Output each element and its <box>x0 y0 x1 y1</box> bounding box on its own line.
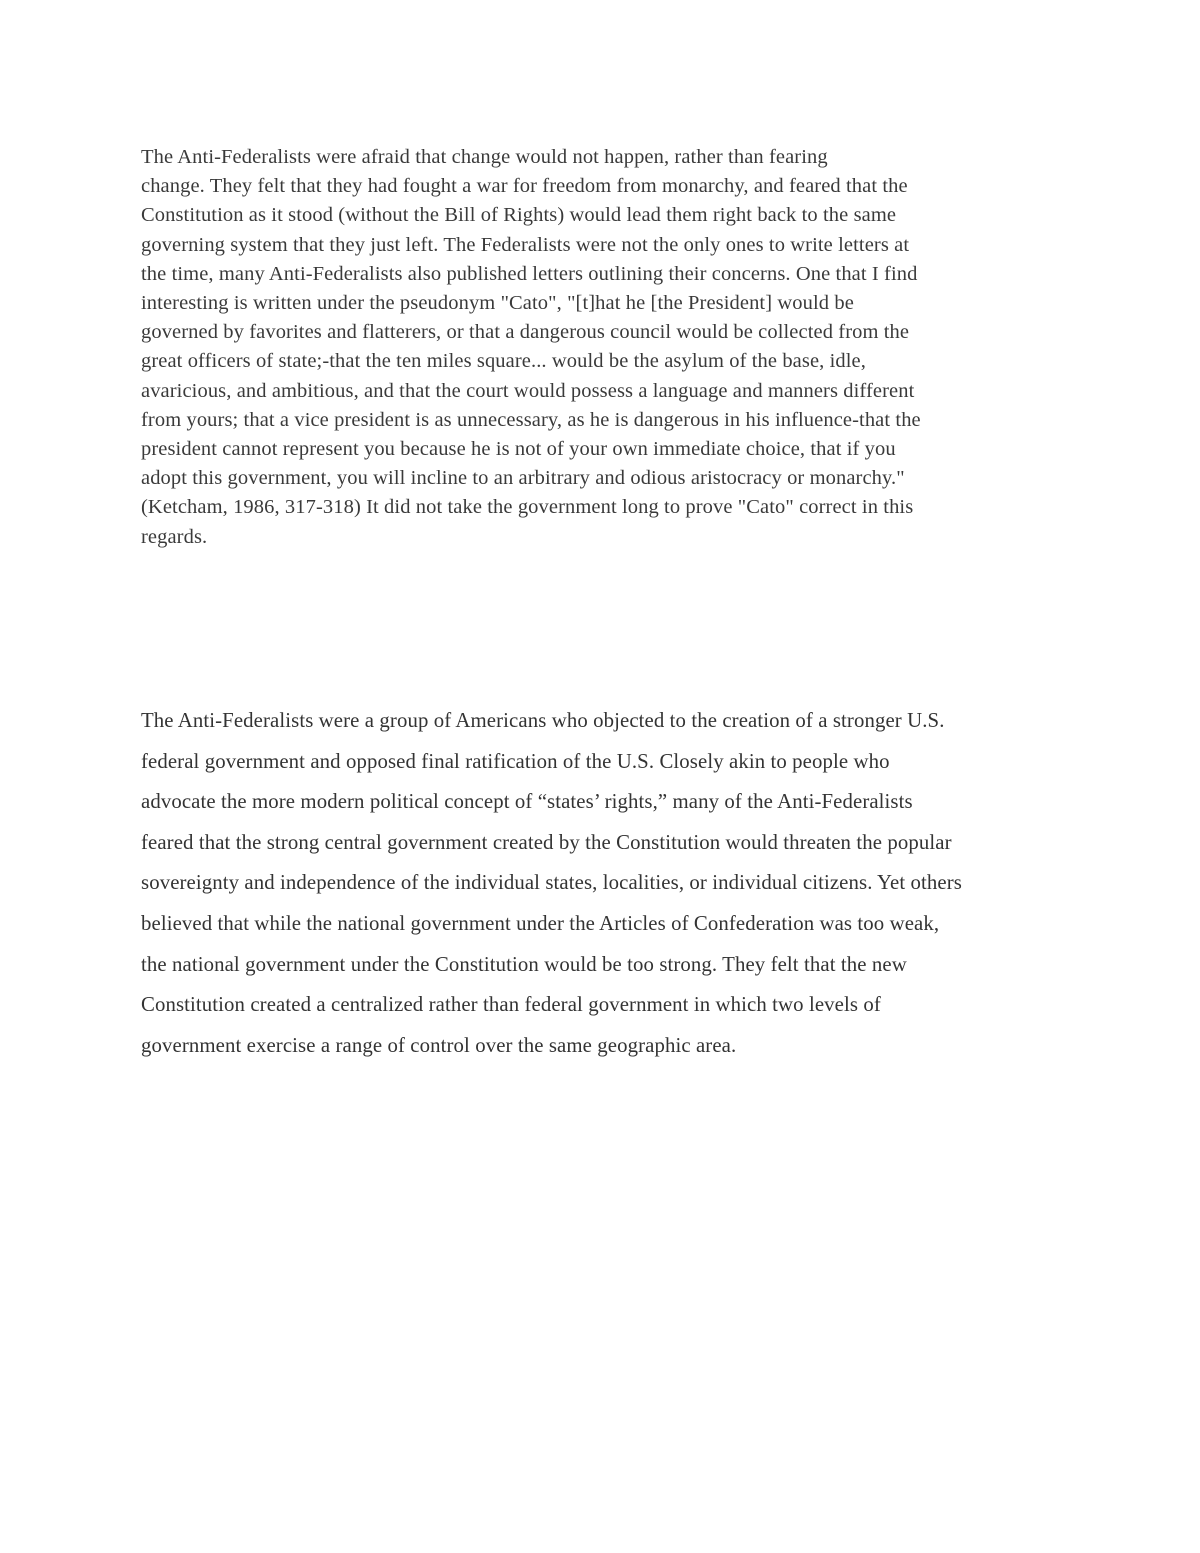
text-line: the national government under the Constitution would be too strong. They felt that the new <box>141 952 907 976</box>
text-line: The Anti-Federalists were a group of Americans who objected to the creation of a stronger U.S. <box>141 709 945 732</box>
text-line: The Anti-Federalists were afraid that change would not happen, rather than fearing <box>141 146 828 168</box>
text-line: advocate the more modern political concept of “states’ rights,” many of the Anti-Federalists <box>141 790 913 814</box>
text-line: governed by favorites and flatterers, or that a dangerous council would be collected from the <box>141 321 910 344</box>
text-line: federal government and opposed final ratification of the U.S. Closely akin to people who <box>141 749 890 773</box>
text-line: government exercise a range of control over the same geographic area. <box>141 1033 737 1057</box>
text-line: change. They felt that they had fought a war for freedom from monarchy, and feared that the <box>141 175 908 198</box>
text-line: believed that while the national government under the Articles of Confederation was too weak, <box>141 911 940 935</box>
paragraph-anti-federalists-definition <box>141 701 962 1066</box>
text-line: adopt this government, you will incline to an arbitrary and odious aristocracy or monarchy." <box>141 467 905 490</box>
paragraph-cato-letter <box>141 143 921 552</box>
text-line: interesting is written under the pseudonym "Cato", "[t]hat he [the President] would be <box>141 292 854 315</box>
text-line: the time, many Anti-Federalists also published letters outlining their concerns. One that I find <box>141 262 918 285</box>
text-line: president cannot represent you because he is not of your own immediate choice, that if you <box>141 438 896 461</box>
text-line: regards. <box>141 525 208 548</box>
text-line: (Ketcham, 1986, 317-318) It did not take the government long to prove "Cato" correct in this <box>141 496 914 519</box>
text-line: feared that the strong central government created by the Constitution would threaten the popular <box>141 830 952 854</box>
text-line: avaricious, and ambitious, and that the court would possess a language and manners different <box>141 379 915 402</box>
text-line: sovereignty and independence of the individual states, localities, or individual citizens. Yet others <box>141 871 962 895</box>
text-line: great officers of state;-that the ten miles square... would be the asylum of the base, idle, <box>141 350 866 373</box>
text-line: Constitution created a centralized rather than federal government in which two levels of <box>141 993 881 1017</box>
text-line: from yours; that a vice president is as unnecessary, as he is dangerous in his influence-that the <box>141 408 921 431</box>
text-line: governing system that they just left. The Federalists were not the only ones to write letters at <box>141 233 910 256</box>
text-line: Constitution as it stood (without the Bill of Rights) would lead them right back to the same <box>141 204 897 227</box>
